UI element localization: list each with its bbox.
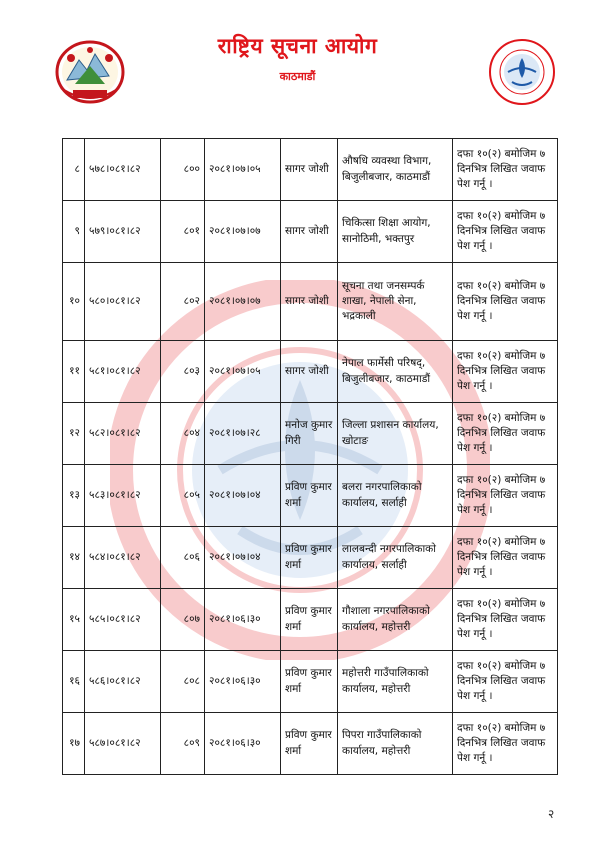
national-information-commission-seal-icon xyxy=(488,38,556,106)
serial-number-cell: १३ xyxy=(63,465,85,527)
officer-cell: प्रविण कुमार शर्मा xyxy=(281,465,338,527)
institution-cell: सूचना तथा जनसम्पर्क शाखा, नेपाली सेना, भद्रकाली xyxy=(338,263,453,341)
decision-number-cell: ८०१ xyxy=(161,201,205,263)
decision-number-cell: ८०६ xyxy=(161,527,205,589)
officer-cell: प्रविण कुमार शर्मा xyxy=(281,713,338,775)
decision-number-cell: ८०३ xyxy=(161,341,205,403)
registration-number-cell: ५८६।०८१।८२ xyxy=(85,651,161,713)
date-cell: २०८१।०७।०४ xyxy=(205,527,281,589)
institution-cell: नेपाल फार्मेसी परिषद्, बिजुलीबजार, काठमाडौं xyxy=(338,341,453,403)
decision-number-cell: ८०८ xyxy=(161,651,205,713)
order-cell: दफा १०(२) बमोजिम ७ दिनभित्र लिखित जवाफ पेश गर्नू । xyxy=(453,589,558,651)
institution-cell: पिपरा गाउँपालिकाको कार्यालय, महोत्तरी xyxy=(338,713,453,775)
institution-cell: चिकित्सा शिक्षा आयोग, सानोठिमी, भक्तपुर xyxy=(338,201,453,263)
registration-number-cell: ५८४।०८१।८२ xyxy=(85,527,161,589)
date-cell: २०८१।०७।०५ xyxy=(205,139,281,201)
order-cell: दफा १०(२) बमोजिम ७ दिनभित्र लिखित जवाफ पेश गर्नू । xyxy=(453,341,558,403)
institution-cell: महोत्तरी गाउँपालिकाको कार्यालय, महोत्तरी xyxy=(338,651,453,713)
order-cell: दफा १०(२) बमोजिम ७ दिनभित्र लिखित जवाफ पेश गर्नू । xyxy=(453,713,558,775)
order-cell: दफा १०(२) बमोजिम ७ दिनभित्र लिखित जवाफ पेश गर्नू । xyxy=(453,527,558,589)
table-row xyxy=(63,263,558,341)
registration-number-cell: ५८२।०८१।८२ xyxy=(85,403,161,465)
order-cell: दफा १०(२) बमोजिम ७ दिनभित्र लिखित जवाफ पेश गर्नू । xyxy=(453,139,558,201)
decision-number-cell: ८०४ xyxy=(161,403,205,465)
institution-cell: गौशाला नगरपालिकाको कार्यालय, महोत्तरी xyxy=(338,589,453,651)
serial-number-cell: १० xyxy=(63,263,85,341)
table-row xyxy=(63,527,558,589)
serial-number-cell: १७ xyxy=(63,713,85,775)
table-row xyxy=(63,589,558,651)
table-row xyxy=(63,403,558,465)
page-subtitle: काठमाडौं xyxy=(279,70,316,83)
officer-cell: प्रविण कुमार शर्मा xyxy=(281,651,338,713)
date-cell: २०८१।०७।०७ xyxy=(205,263,281,341)
table-row xyxy=(63,341,558,403)
serial-number-cell: १४ xyxy=(63,527,85,589)
date-cell: २०८१।०७।०७ xyxy=(205,201,281,263)
officer-cell: प्रविण कुमार शर्मा xyxy=(281,589,338,651)
registration-number-cell: ५८१।०८१।८२ xyxy=(85,341,161,403)
serial-number-cell: १६ xyxy=(63,651,85,713)
order-cell: दफा १०(२) बमोजिम ७ दिनभित्र लिखित जवाफ पेश गर्नू । xyxy=(453,651,558,713)
date-cell: २०८१।०७।०४ xyxy=(205,465,281,527)
officer-cell: सागर जोशी xyxy=(281,263,338,341)
date-cell: २०८१।०७।०५ xyxy=(205,341,281,403)
institution-cell: लालबन्दी नगरपालिकाको कार्यालय, सर्लाही xyxy=(338,527,453,589)
officer-cell: प्रविण कुमार शर्मा xyxy=(281,527,338,589)
institution-cell: औषधि व्यवस्था विभाग, बिजुलीबजार, काठमाडौं xyxy=(338,139,453,201)
decision-number-cell: ८०५ xyxy=(161,465,205,527)
serial-number-cell: ८ xyxy=(63,139,85,201)
officer-cell: सागर जोशी xyxy=(281,139,338,201)
institution-cell: जिल्ला प्रशासन कार्यालय, खोटाङ xyxy=(338,403,453,465)
order-cell: दफा १०(२) बमोजिम ७ दिनभित्र लिखित जवाफ पेश गर्नू । xyxy=(453,403,558,465)
page-number: २ xyxy=(548,807,555,821)
serial-number-cell: ९ xyxy=(63,201,85,263)
officer-cell: मनोज कुमार गिरी xyxy=(281,403,338,465)
officer-cell: सागर जोशी xyxy=(281,201,338,263)
institution-cell: बलरा नगरपालिकाको कार्यालय, सर्लाही xyxy=(338,465,453,527)
registration-number-cell: ५७९।०८१।८२ xyxy=(85,201,161,263)
registration-number-cell: ५८७।०८१।८२ xyxy=(85,713,161,775)
decision-number-cell: ८०७ xyxy=(161,589,205,651)
date-cell: २०८१।०६।३० xyxy=(205,589,281,651)
serial-number-cell: १५ xyxy=(63,589,85,651)
decision-number-cell: ८०० xyxy=(161,139,205,201)
table-row xyxy=(63,139,558,201)
table-row xyxy=(63,201,558,263)
date-cell: २०८१।०६।३० xyxy=(205,713,281,775)
serial-number-cell: १२ xyxy=(63,403,85,465)
page-title: राष्ट्रिय सूचना आयोग xyxy=(217,34,378,58)
decision-number-cell: ८०९ xyxy=(161,713,205,775)
date-cell: २०८१।०७।२८ xyxy=(205,403,281,465)
table-row xyxy=(63,465,558,527)
registration-number-cell: ५७८।०८१।८२ xyxy=(85,139,161,201)
order-cell: दफा १०(२) बमोजिम ७ दिनभित्र लिखित जवाफ पेश गर्नू । xyxy=(453,201,558,263)
table-row xyxy=(63,713,558,775)
decision-table xyxy=(62,138,558,775)
registration-number-cell: ५८३।०८१।८२ xyxy=(85,465,161,527)
serial-number-cell: ११ xyxy=(63,341,85,403)
registration-number-cell: ५८५।०८१।८२ xyxy=(85,589,161,651)
decision-number-cell: ८०२ xyxy=(161,263,205,341)
officer-cell: सागर जोशी xyxy=(281,341,338,403)
order-cell: दफा १०(२) बमोजिम ७ दिनभित्र लिखित जवाफ पेश गर्नू । xyxy=(453,465,558,527)
table-row xyxy=(63,651,558,713)
registration-number-cell: ५८०।०८१।८२ xyxy=(85,263,161,341)
date-cell: २०८१।०६।३० xyxy=(205,651,281,713)
order-cell: दफा १०(२) बमोजिम ७ दिनभित्र लिखित जवाफ पेश गर्नू । xyxy=(453,263,558,341)
